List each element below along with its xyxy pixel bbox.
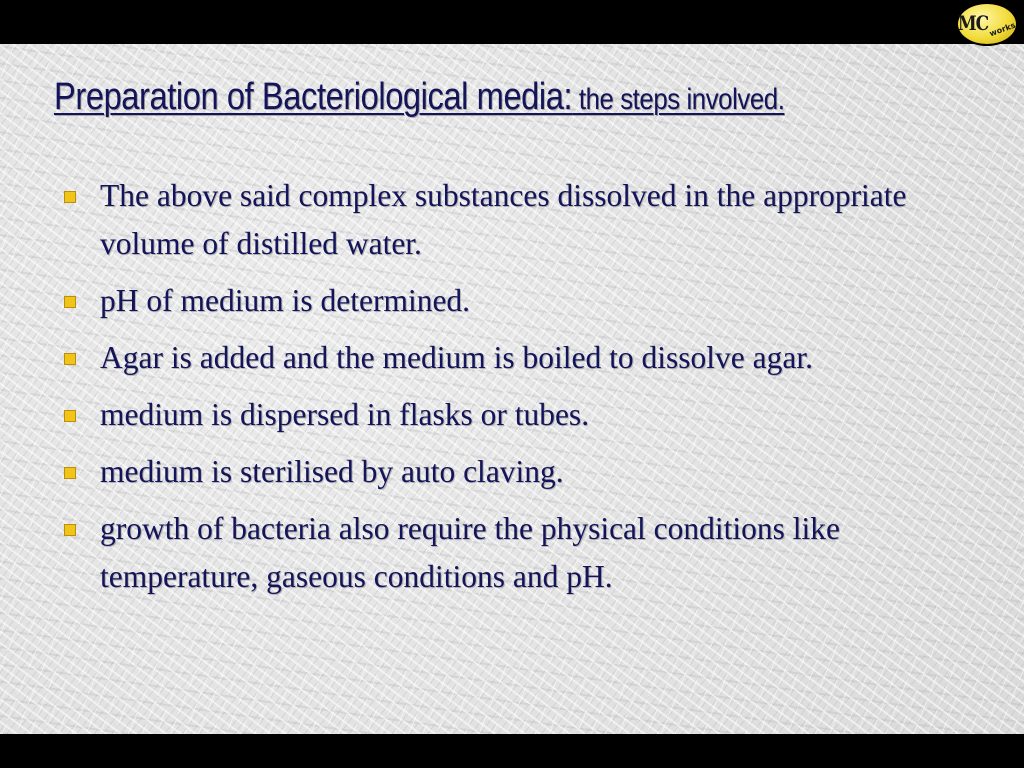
bullet-text: Agar is added and the medium is boiled to dissolve agar. [100,340,813,375]
square-bullet-icon [64,296,76,308]
bullet-list [62,172,942,610]
square-bullet-icon [64,524,76,536]
square-bullet-icon [64,353,76,365]
slide-title [54,76,784,119]
square-bullet-icon [64,467,76,479]
bullet-text: pH of medium is determined. [100,283,471,318]
square-bullet-icon [64,410,76,422]
bullet-item [62,448,942,496]
title-subtitle: the steps involved. [572,83,785,116]
bullet-item [62,334,942,382]
bottom-black-bar [0,734,1024,768]
top-black-bar [0,0,1024,44]
square-bullet-icon [64,191,76,203]
bullet-item [62,172,942,268]
bullet-text: The above said complex substances dissolved in the appropriate volume of distilled water. [100,178,907,261]
logo-mc-text: MC [957,12,989,36]
bullet-text: growth of bacteria also require the physical conditions like temperature, gaseous conditions and pH. [100,511,841,594]
mc-works-logo [956,2,1018,46]
bullet-item [62,391,942,439]
title-main: Preparation of Bacteriological media: [54,76,573,118]
bullet-item [62,277,942,325]
bullet-item [62,505,942,601]
logo-works-text: works [988,20,1017,38]
bullet-text: medium is dispersed in flasks or tubes. [100,397,590,432]
bullet-text: medium is sterilised by auto claving. [100,454,564,489]
